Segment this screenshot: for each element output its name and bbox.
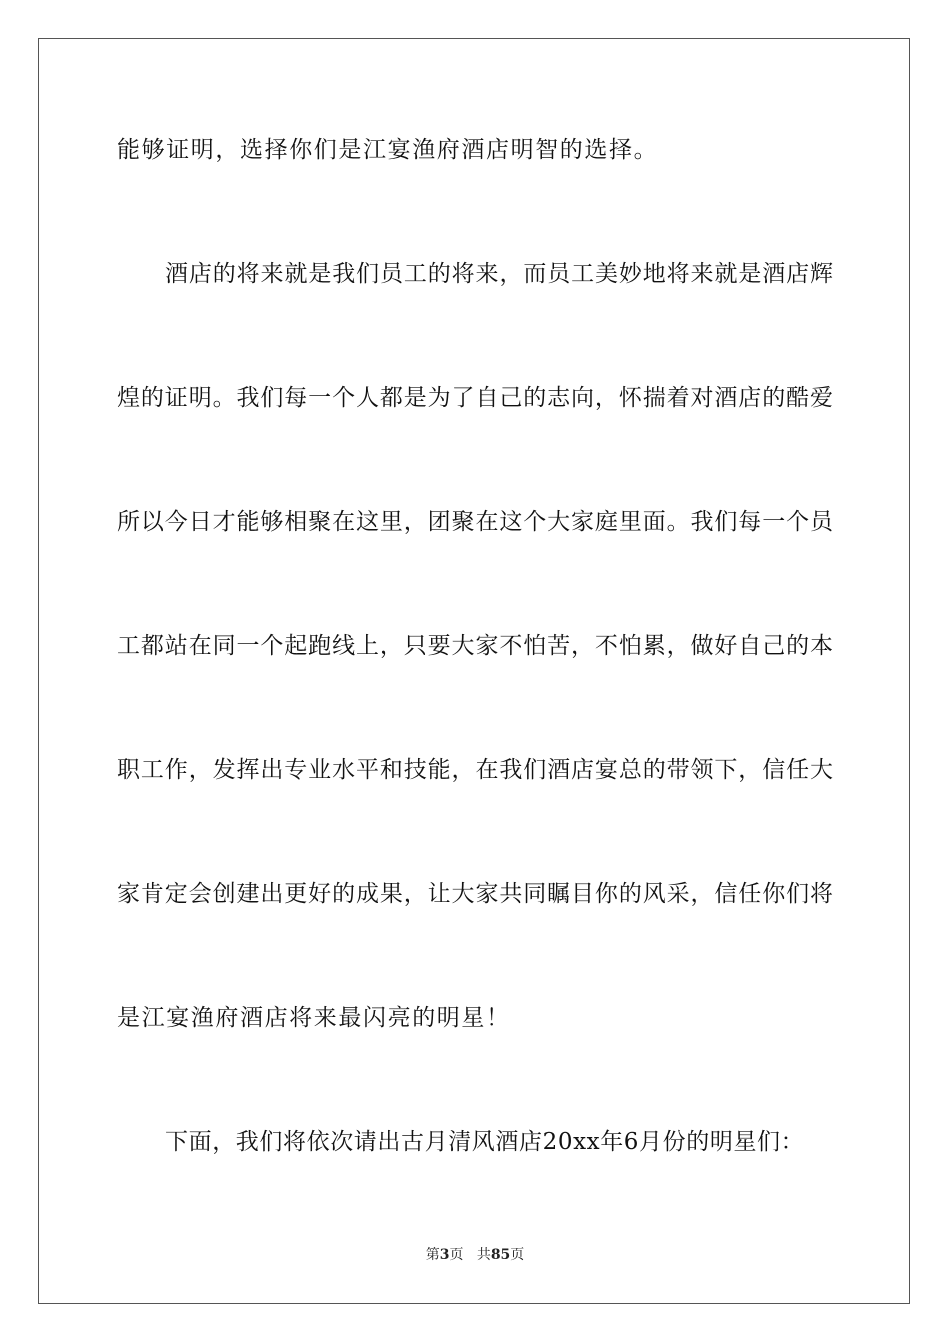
page-border (38, 38, 910, 1304)
paragraph-line-3: 煌的证明。我们每一个人都是为了自己的志向，怀揣着对酒店的酷爱 (117, 385, 833, 411)
footer-total-suffix: 页 (510, 1247, 525, 1263)
page-footer (0, 1245, 950, 1265)
footer-page-prefix: 第 (425, 1247, 440, 1263)
paragraph-line-5: 工都站在同一个起跑线上，只要大家不怕苦，不怕累，做好自己的本 (117, 633, 833, 659)
paragraph-line-1: 能够证明，选择你们是江宴渔府酒店明智的选择。 (117, 137, 659, 163)
paragraph-line-7: 家肯定会创建出更好的成果，让大家共同瞩目你的风采，信任你们将 (117, 881, 833, 907)
paragraph-line-4: 所以今日才能够相聚在这里，团聚在这个大家庭里面。我们每一个员 (117, 509, 833, 535)
footer-page-suffix: 页 (449, 1247, 464, 1263)
footer-total-pages: 85 (490, 1247, 511, 1263)
paragraph-line-8: 是江宴渔府酒店将来最闪亮的明星！ (117, 1005, 511, 1031)
paragraph-line-9: 下面，我们将依次请出古月清风酒店20xx年6月份的明星们： (165, 1129, 805, 1155)
footer-page-number: 3 (439, 1247, 450, 1263)
footer-total-prefix: 共 (476, 1247, 491, 1263)
paragraph-line-2: 酒店的将来就是我们员工的将来，而员工美妙地将来就是酒店辉 (165, 261, 833, 287)
paragraph-line-6: 职工作，发挥出专业水平和技能，在我们酒店宴总的带领下，信任大 (117, 757, 833, 783)
